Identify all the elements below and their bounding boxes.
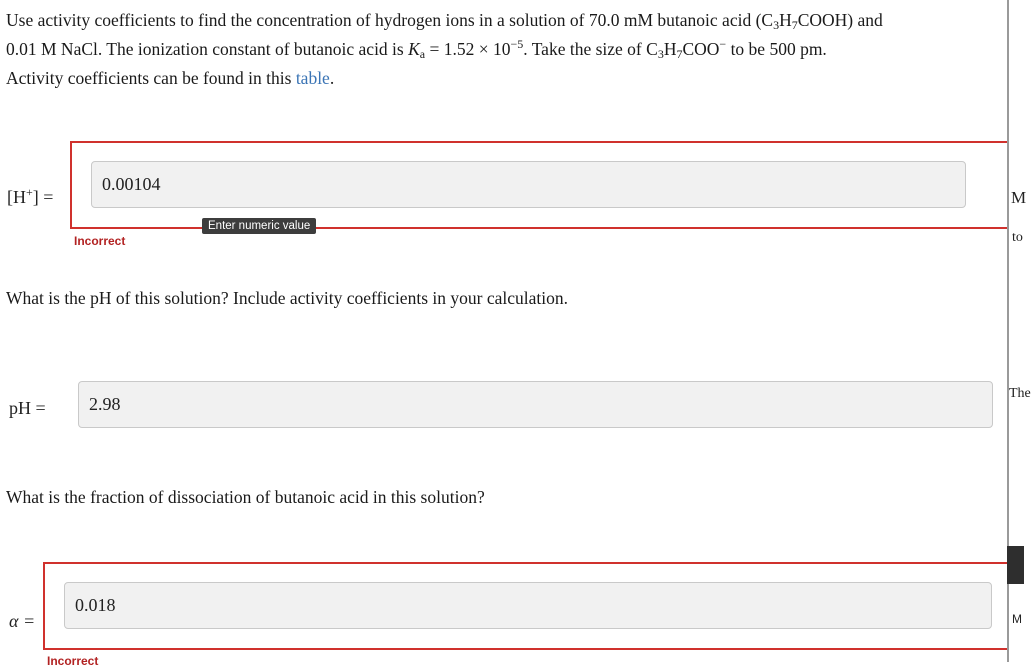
- prompt-text: = 1.52 × 10: [425, 39, 511, 59]
- adjacent-widget: [1007, 546, 1024, 584]
- alpha-label: α =: [9, 611, 36, 631]
- alpha-value: 0.018: [75, 595, 116, 615]
- prompt-subscript: a: [419, 47, 426, 61]
- prompt-text: Activity coefficients can be found in this: [6, 68, 296, 88]
- prompt-exponent: −5: [510, 37, 524, 51]
- prompt-charge: −: [719, 37, 727, 51]
- prompt-text: H: [663, 39, 677, 59]
- alpha-input[interactable]: [64, 582, 992, 629]
- ka-symbol: K: [408, 39, 420, 59]
- ph-value: 2.98: [89, 394, 121, 414]
- prompt-text: 0.01 M NaCl. The ionization constant of butanoic acid is: [6, 39, 409, 59]
- h-plus-status: Incorrect: [74, 234, 126, 248]
- prompt-text: H: [779, 10, 792, 30]
- alpha-status: Incorrect: [47, 654, 99, 668]
- h-plus-value: 0.00104: [102, 174, 161, 194]
- prompt-subscript: 7: [791, 18, 798, 32]
- prompt-subscript: 7: [676, 47, 683, 61]
- prompt-subscript: 3: [773, 18, 780, 32]
- prompt-text: COOH) and: [797, 10, 883, 30]
- h-plus-label: [H+] =: [7, 185, 54, 207]
- ph-input[interactable]: [78, 381, 993, 428]
- prompt-text: COO: [682, 39, 720, 59]
- adjacent-text: M: [1011, 188, 1027, 207]
- prompt-text: to be 500 pm.: [726, 39, 827, 59]
- adjacent-text: M: [1012, 612, 1022, 626]
- activity-table-link[interactable]: table: [295, 68, 330, 88]
- prompt-text: . Take the size of C: [523, 39, 658, 59]
- adjacent-text: to: [1012, 230, 1023, 245]
- problem-statement: [6, 6, 1006, 93]
- prompt-subscript: 3: [657, 47, 664, 61]
- ph-question: What is the pH of this solution? Include activity coefficients in your calculation.: [6, 288, 568, 308]
- adjacent-text: The: [1009, 386, 1031, 401]
- alpha-question: What is the fraction of dissociation of butanoic acid in this solution?: [6, 487, 485, 507]
- prompt-text: .: [329, 68, 335, 88]
- enter-numeric-tooltip: Enter numeric value: [202, 218, 316, 234]
- h-plus-input[interactable]: [91, 161, 966, 208]
- prompt-text: Use activity coefficients to find the concentration of hydrogen ions in a solution of 70.0 mM butanoic acid (C: [6, 10, 774, 30]
- ph-label: pH =: [9, 398, 46, 418]
